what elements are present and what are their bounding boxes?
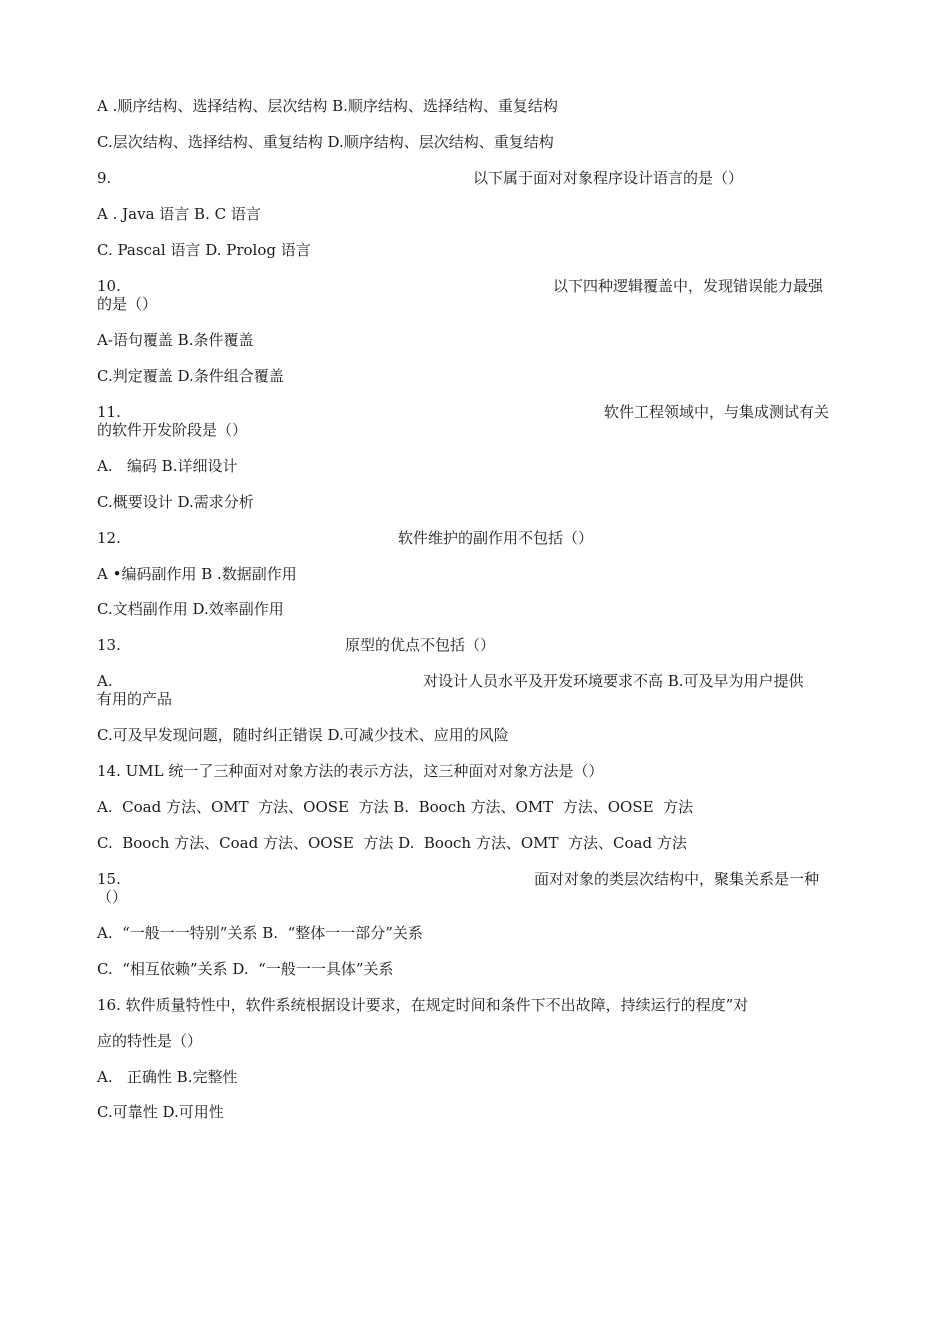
q9-options-cd: C. Pascal 语言 D. Prolog 语言 <box>97 241 311 259</box>
q15-number: 15. <box>97 870 121 888</box>
q8-options-cd: C.层次结构、选择结构、重复结构 D.顺序结构、层次结构、重复结构 <box>97 133 554 151</box>
q12-text: 软件维护的副作用不包括（） <box>398 529 594 547</box>
q9-number: 9. <box>97 169 112 187</box>
q14-text: 14. UML 统一了三种面对对象方法的表示方法，这三种面对对象方法是（） <box>97 762 604 780</box>
q16-text-cont: 应的特性是（） <box>97 1032 203 1050</box>
q8-options-ab: A .顺序结构、选择结构、层次结构 B.顺序结构、选择结构、重复结构 <box>97 97 558 115</box>
q11-text-cont: 的软件开发阶段是（） <box>97 421 248 439</box>
q10-number: 10. <box>97 277 121 295</box>
q12-options-cd: C.文档副作用 D.效率副作用 <box>97 600 284 618</box>
q10-options-ab: A-语句覆盖 B.条件覆盖 <box>97 331 254 349</box>
q14-options-ab: A. Coad 方法、OMT 方法、OOSE 方法 B. Booch 方法、OMT 方法、OOSE 方法 <box>97 798 694 816</box>
q14-options-cd: C. Booch 方法、Coad 方法、OOSE 方法 D. Booch 方法、OMT 方法、Coad 方法 <box>97 834 687 852</box>
q13-number: 13. <box>97 636 121 654</box>
q11-number: 11. <box>97 403 121 421</box>
q13-option-a-cont: 有用的产品 <box>97 690 173 708</box>
q15-text-cont: （） <box>97 888 128 906</box>
q16-options-cd: C.可靠性 D.可用性 <box>97 1103 224 1121</box>
q9-text: 以下属于面对对象程序设计语言的是（） <box>473 169 744 187</box>
q11-options-cd: C.概要设计 D.需求分析 <box>97 493 254 511</box>
q12-number: 12. <box>97 529 121 547</box>
q11-options-ab: A. 编码 B.详细设计 <box>97 457 238 475</box>
q13-text: 原型的优点不包括（） <box>345 636 496 654</box>
q13-option-a-text: 对设计人员水平及开发环境要求不高 B.可及早为用户提供 <box>423 672 804 690</box>
q15-options-ab: A. “一般一一特别”关系 B. “整体一一部分”关系 <box>97 924 423 942</box>
q16-options-ab: A. 正确性 B.完整性 <box>97 1068 238 1086</box>
q10-text-cont: 的是（） <box>97 295 158 313</box>
q15-text: 面对对象的类层次结构中，聚集关系是一种 <box>534 870 820 888</box>
q15-options-cd: C. “相互依赖”关系 D. “一般一一具体”关系 <box>97 960 394 978</box>
q10-text: 以下四种逻辑覆盖中，发现错误能力最强 <box>553 277 824 295</box>
q12-options-ab: A •编码副作用 B .数据副作用 <box>97 565 297 583</box>
q10-options-cd: C.判定覆盖 D.条件组合覆盖 <box>97 367 284 385</box>
q11-text: 软件工程领域中，与集成测试有关 <box>604 403 830 421</box>
q13-option-a-label: A. <box>97 672 113 690</box>
q13-options-cd: C.可及早发现问题，随时纠正错误 D.可减少技术、应用的风险 <box>97 726 509 744</box>
q16-text: 16. 软件质量特性中，软件系统根据设计要求，在规定时间和条件下不出故障，持续运行的程度”对 <box>97 996 749 1014</box>
q9-options-ab: A . Java 语言 B. C 语言 <box>97 205 261 223</box>
